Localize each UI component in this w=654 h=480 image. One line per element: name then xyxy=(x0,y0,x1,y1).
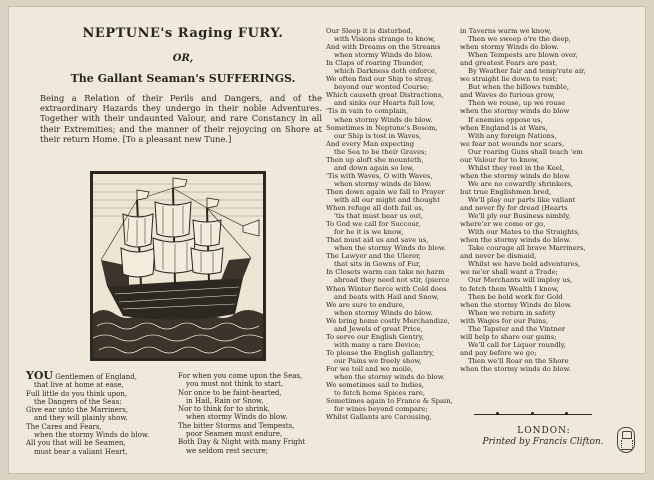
verse-line: We sometimes sail to Indies, xyxy=(326,381,424,390)
verse-line: and never fly for dread (Hearts xyxy=(460,204,568,213)
verse-line: when stormy Winds do blow. xyxy=(334,51,433,60)
verse-line: We are no cowardly shrinkers, xyxy=(468,179,573,188)
verse-line: Whilst Gallants are Carousing, xyxy=(326,413,432,422)
verse-line: That must aid us and save us, xyxy=(326,236,429,245)
library-stamp-icon xyxy=(617,427,635,453)
verse-line: the Sea to be their Graves; xyxy=(334,147,427,156)
verse-line: and pay before we go; xyxy=(460,348,537,357)
divider-dot xyxy=(531,412,534,415)
verse-line: with all our might and thought xyxy=(334,195,440,204)
verse-line: when the stormy Winds do blow. xyxy=(460,300,572,309)
verse-line: Our Sleep it is disturbed, xyxy=(326,27,413,35)
verse-line: when the stormy winds do blow. xyxy=(460,171,571,180)
verse-line: when stormy Winds do blow. xyxy=(334,115,433,124)
verse-line: When refuge all doth fail us, xyxy=(326,204,424,213)
verse-line: For we toil and we moile, xyxy=(326,364,414,373)
verse-line: when stormy Winds do blow. xyxy=(334,308,433,317)
verse-line: when the stormy winds do blow. xyxy=(460,364,571,373)
verse-line: in Taverns warm we know, xyxy=(460,27,552,35)
verse-line: must bear a valiant Heart, xyxy=(34,447,128,456)
verse-line: Sometimes in Neptune's Bosom, xyxy=(326,123,438,132)
verse-line: Give ear unto the Marriners, xyxy=(26,406,129,415)
verse-line: Nor to think for to shrink, xyxy=(178,405,270,414)
verse-line: We'll ply our Business nimbly, xyxy=(468,212,571,221)
verse-line: we ne'er shall want a Trade; xyxy=(460,268,558,277)
verse-line: When Winter fierce with Cold does xyxy=(326,284,447,293)
verse-line: you must not think to start, xyxy=(186,380,284,389)
verse-line: when the stormy winds do blow. xyxy=(460,236,571,245)
verse-line: when the stormy winds do blow xyxy=(460,107,570,116)
verse-line: abroad they need not stir, (pierce xyxy=(334,276,450,285)
verse-line: We are sure to endure, xyxy=(326,300,405,309)
verse-line: the Dangers of the Seas: xyxy=(34,397,122,406)
verse-line: with many a rare Device; xyxy=(334,340,421,349)
verse-line: to fetch them Wealth I know, xyxy=(460,284,559,293)
verse-line: our Ship is tost in Waves, xyxy=(334,131,422,140)
verse-line: The Cares and Fears, xyxy=(26,422,102,431)
verse-line: but true Englishmen bred, xyxy=(460,187,552,196)
verse-line: Then we'll Roar on the Shore xyxy=(468,356,569,365)
verse-column-right xyxy=(460,27,620,373)
verse-line: With any foreign Nations, xyxy=(468,131,557,140)
verse-line: when England is at Wars, xyxy=(460,123,548,132)
verse-line: when stormy Winds do blow. xyxy=(460,43,559,52)
ship-woodcut-illustration xyxy=(93,174,263,358)
verse-line: that sits in Gowns of Fur, xyxy=(334,260,421,269)
verse-line: 'Tis in vain to complain, xyxy=(326,107,409,116)
verse-line: when stormy Winds do blow. xyxy=(186,413,288,422)
intro-paragraph: Being a Relation of their Perils and Dangers, and of the extraordinary Hazards they undergo in their noble Adventures. Together with their undaunted Valour, and rare Constancy in all their Extremities; and the manner of their rejoycing on Shore at their return Home. [To a pleasant new Tune.] xyxy=(40,93,322,144)
broadside-sheet xyxy=(8,6,646,474)
verse-line: The Lawyer and the Ulerer, xyxy=(326,252,421,261)
verse-line: Take courage all brave Marriners, xyxy=(468,244,586,253)
verse-line: and sinks our Hearts full low, xyxy=(334,99,436,108)
verse-line: And with Dreams on the Streams xyxy=(326,43,441,52)
verse-line: will help to share our gains; xyxy=(460,332,557,341)
verse-line: Then up aloft she mounteth, xyxy=(326,155,424,164)
verse-line: Then down again we fall to Prayer xyxy=(326,187,445,196)
verse-line: and Waves do furious grow, xyxy=(460,91,555,100)
verse-line: And every Man expecting xyxy=(326,139,415,148)
verse-line: We'll call for Liquor roundly, xyxy=(468,340,566,349)
verse-line: Full little do you think upon, xyxy=(26,389,128,398)
verse-column-left-b xyxy=(178,372,328,455)
verse-line: Which causeth great Distractions, xyxy=(326,91,444,100)
title-or: OR, xyxy=(172,53,194,64)
verse-line: To God we call for Succour, xyxy=(326,220,421,229)
verse-line: To serve our English Gentry, xyxy=(326,332,424,341)
verse-line: Sometimes again to France & Spain, xyxy=(326,397,453,406)
verse-line: Then we sweep o're the deep, xyxy=(468,35,571,44)
divider-dot xyxy=(496,412,499,415)
verse-line: Whilst they reel in the Keel, xyxy=(468,163,565,172)
verse-line: our Pains we freely show, xyxy=(334,356,422,365)
verse-line: which Darkness doth enforce, xyxy=(334,67,438,76)
verse-line: To please the English gallantry, xyxy=(326,348,435,357)
verse-line: poor Seamen must endure, xyxy=(186,430,283,439)
verse-line: Then we rouse, up we rouse xyxy=(468,99,566,108)
verse-line: By Weather fair and temp'rate air, xyxy=(468,67,586,76)
verse-line: and greatest Fears are past, xyxy=(460,59,558,68)
drop-cap: YOU xyxy=(26,369,54,382)
verse-line: for he it is we know, xyxy=(334,228,404,237)
verse-line: our Valour for to know, xyxy=(460,155,540,164)
verse-line: If enemies oppose us, xyxy=(468,115,543,124)
verse-line: YOU Gentlemen of England, xyxy=(26,369,137,382)
imprint-city: LONDON: xyxy=(517,426,571,436)
verse-line: 'tis that must bear us out, xyxy=(334,212,423,221)
verse-line: The bitter Storms and Tempests, xyxy=(178,421,295,430)
verse-line: Both Day & Night with many Fright xyxy=(178,438,306,447)
verse-line: and down again so low, xyxy=(334,163,415,172)
verse-line: when the stormy Winds do blow. xyxy=(334,244,446,253)
verse-line: Our roaring Guns shall teach 'em xyxy=(468,147,583,156)
verse-line: in Hail, Rain or Snow, xyxy=(186,396,264,405)
verse-line: to fetch home Spices rare, xyxy=(334,389,426,398)
verse-line: that live at home at ease, xyxy=(34,381,124,390)
verse-line: We bring home costly Merchandize, xyxy=(326,316,450,325)
verse-line: We'll play our parts like valiant xyxy=(468,195,576,204)
verse-line: For when you come upon the Seas, xyxy=(178,372,303,380)
verse-line: when stormy winds do blow. xyxy=(334,179,432,188)
verse-line: We often find our Ship to stray, xyxy=(326,75,434,84)
verse-line: 'Tis with Waves, O with Waves, xyxy=(326,171,433,180)
verse-line: But when the billows tumble, xyxy=(468,83,570,92)
ballad-subtitle: The Gallant Seaman's SUFFERINGS. xyxy=(70,72,296,85)
verse-line: when the stormy winds do blow. xyxy=(334,373,445,382)
verse-line: where'er we come or go, xyxy=(460,220,546,229)
verse-line: With our Mates to the Straights, xyxy=(468,228,580,237)
divider-dot xyxy=(565,412,568,415)
verse-line: Our Merchants will imploy us, xyxy=(468,276,573,285)
verse-line: we straight lie down to rest; xyxy=(460,75,558,84)
verse-line: with Visions strange to know, xyxy=(334,35,436,44)
verse-line: All you that will be Seamen, xyxy=(26,439,126,448)
verse-line: and beats with Hail and Snow, xyxy=(334,292,439,301)
verse-line: with Wages for our Pains, xyxy=(460,316,549,325)
verse-column-middle xyxy=(326,27,468,421)
verse-line: When we return in safety xyxy=(468,308,556,317)
ballad-title: NEPTUNE's Raging FURY. xyxy=(82,26,284,41)
verse-line: When Tempests are blown over, xyxy=(468,51,578,60)
ship-woodcut xyxy=(90,171,266,361)
verse-line: In Closets warm can take no harm xyxy=(326,268,445,277)
verse-line: we fear not wounds nor scars, xyxy=(460,139,565,148)
verse-line: and never be dismaid, xyxy=(460,252,537,261)
verse-line: Then be bold work for Gold xyxy=(468,292,563,301)
verse-line: Whilst we have bold adventures, xyxy=(468,260,581,269)
verse-line: In Claps of roaring Thunder, xyxy=(326,59,424,68)
verse-line: Nor once to be faint-hearted, xyxy=(178,388,282,397)
verse-line: and Jewels of great Price, xyxy=(334,324,423,333)
imprint-printer: Printed by Francis Clifton. xyxy=(482,437,604,447)
verse-line: when the stormy Winds do blow. xyxy=(34,431,150,440)
verse-line: and they will plainly show, xyxy=(34,414,128,423)
verse-line: beyond our wonted Course; xyxy=(334,83,430,92)
verse-line: The Tapster and the Vintner xyxy=(468,324,566,333)
verse-line: we seldom rest secure; xyxy=(186,446,269,455)
verse-column-left-a xyxy=(26,369,186,456)
verse-line: for wines beyond compare; xyxy=(334,405,428,414)
